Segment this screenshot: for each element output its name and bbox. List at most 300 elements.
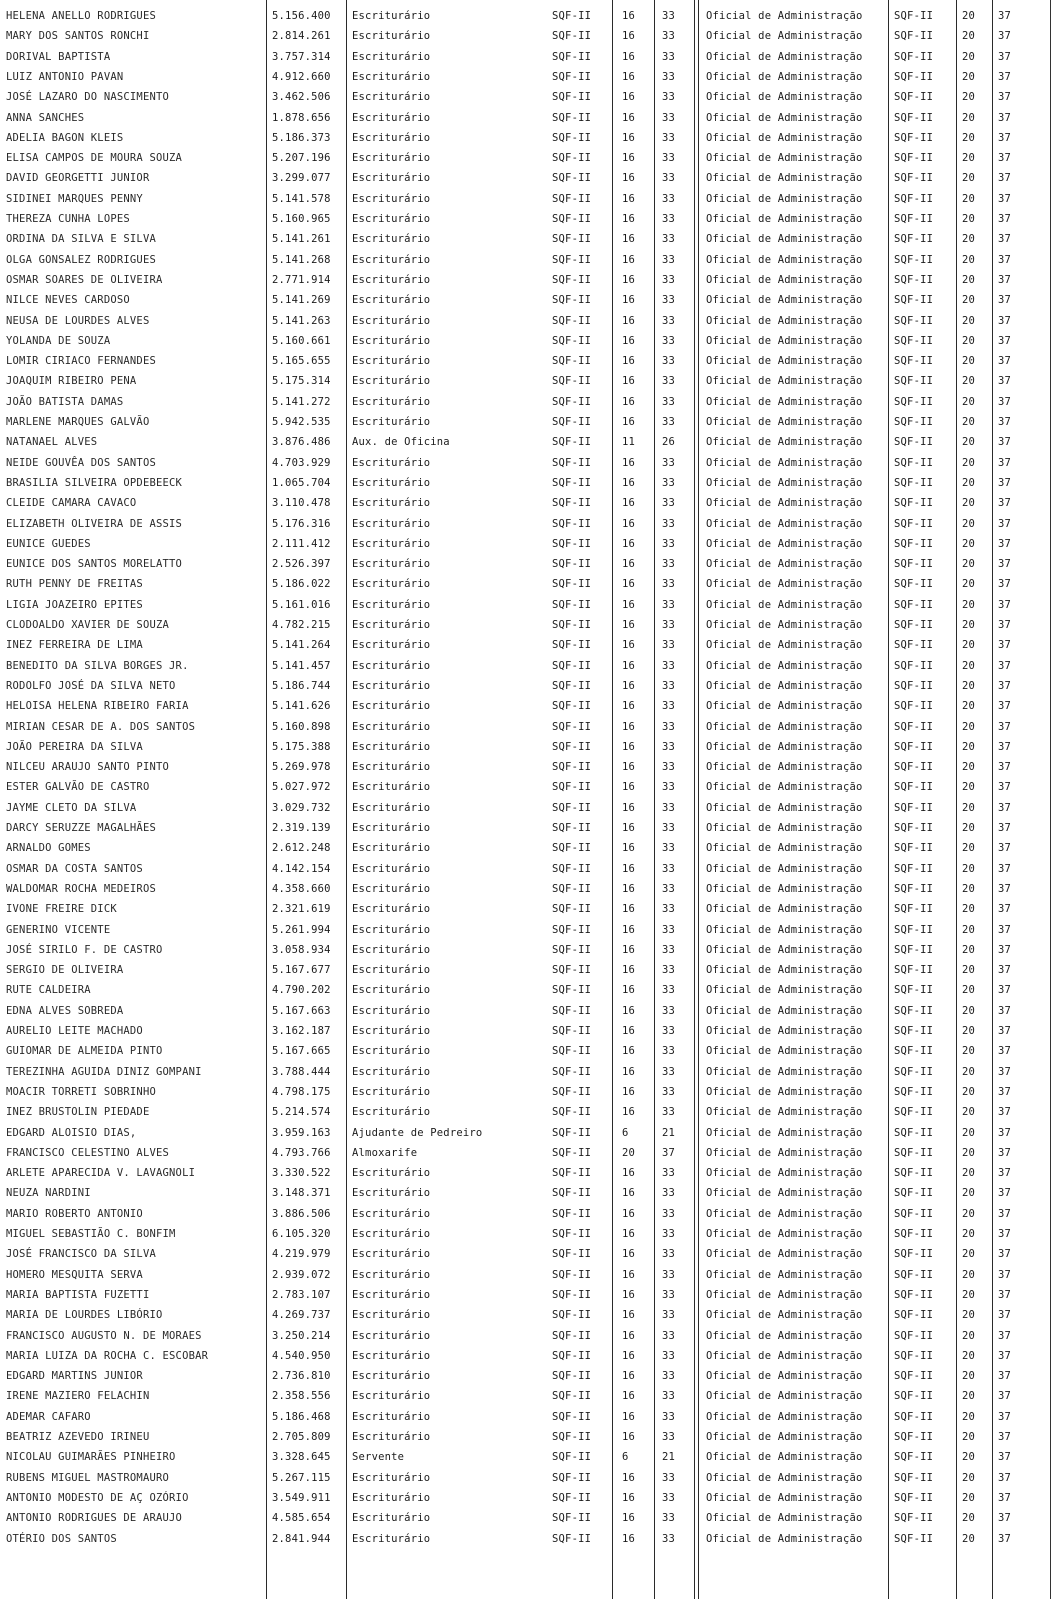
new-class: Oficial de Administração: [706, 659, 863, 672]
table-row: [0, 168, 1051, 188]
current-reference: 16: [622, 923, 636, 936]
current-position: Escriturário: [352, 1491, 431, 1504]
table-row: [0, 1143, 1051, 1163]
employee-name: ELISA CAMPOS DE MOURA SOUZA: [6, 152, 183, 165]
new-grade: 37: [998, 558, 1012, 571]
current-position: Escriturário: [352, 111, 431, 124]
new-grade: 37: [998, 253, 1012, 266]
table-row: [0, 392, 1051, 412]
current-position: Escriturário: [352, 497, 431, 510]
current-grade: 33: [662, 172, 676, 185]
registration-number: 2.771.914: [272, 273, 331, 286]
current-grade: 33: [662, 416, 676, 428]
new-quadro: SQF-II: [894, 253, 934, 266]
new-reference: 20: [962, 903, 976, 916]
new-grade: 37: [998, 578, 1012, 591]
table-row: [0, 717, 1051, 737]
current-grade: 33: [662, 152, 676, 165]
registration-number: 2.111.412: [272, 537, 331, 550]
current-grade: 33: [662, 375, 676, 388]
registration-number: 2.939.072: [272, 1268, 331, 1281]
new-reference: 20: [962, 801, 976, 814]
current-grade: 33: [662, 1248, 676, 1261]
table-row: [0, 777, 1051, 797]
new-reference: 20: [962, 416, 976, 428]
new-quadro: SQF-II: [894, 416, 934, 428]
employee-name: DORIVAL BAPTISTA: [6, 50, 111, 63]
current-position: Escriturário: [352, 1329, 431, 1342]
new-reference: 20: [962, 619, 976, 631]
table-row: [0, 574, 1051, 594]
new-reference: 20: [962, 192, 976, 205]
table-row: [0, 1163, 1051, 1183]
employee-name: EUNICE DOS SANTOS MORELATTO: [6, 558, 183, 571]
new-class: Oficial de Administração: [706, 903, 863, 916]
current-reference: 16: [622, 1512, 636, 1525]
new-quadro: SQF-II: [894, 964, 934, 977]
current-quadro: SQF-II: [552, 1288, 592, 1301]
current-quadro: SQF-II: [552, 517, 592, 530]
current-grade: 33: [662, 1329, 676, 1342]
table-row: [0, 1001, 1051, 1021]
table-row: [0, 1508, 1051, 1528]
current-reference: 16: [622, 253, 636, 266]
current-reference: 16: [622, 740, 636, 753]
new-quadro: SQF-II: [894, 1471, 934, 1484]
employee-name: INEZ FERREIRA DE LIMA: [6, 639, 143, 652]
new-grade: 37: [998, 801, 1012, 814]
current-grade: 21: [662, 1451, 676, 1464]
new-class: Oficial de Administração: [706, 50, 863, 63]
new-quadro: SQF-II: [894, 1410, 934, 1423]
new-reference: 20: [962, 1370, 976, 1383]
registration-number: 5.141.457: [272, 659, 331, 672]
current-grade: 33: [662, 213, 676, 225]
new-class: Oficial de Administração: [706, 1532, 863, 1545]
employee-name: JOSÉ SIRILO F. DE CASTRO: [6, 943, 163, 956]
new-quadro: SQF-II: [894, 1288, 934, 1301]
new-grade: 37: [998, 1431, 1012, 1443]
new-grade: 37: [998, 233, 1012, 246]
new-quadro: SQF-II: [894, 1451, 934, 1464]
table-row: [0, 148, 1051, 168]
registration-number: 4.703.929: [272, 456, 331, 469]
table-row: [0, 128, 1051, 148]
current-grade: 33: [662, 1167, 676, 1180]
registration-number: 5.160.965: [272, 213, 331, 225]
current-grade: 33: [662, 1491, 676, 1504]
new-class: Oficial de Administração: [706, 1065, 863, 1078]
current-reference: 16: [622, 192, 636, 205]
current-quadro: SQF-II: [552, 213, 592, 225]
current-quadro: SQF-II: [552, 1431, 592, 1443]
new-quadro: SQF-II: [894, 1146, 934, 1159]
new-grade: 37: [998, 111, 1012, 124]
current-reference: 16: [622, 1349, 636, 1362]
new-grade: 37: [998, 1288, 1012, 1301]
table-row: [0, 1468, 1051, 1488]
table-row: [0, 453, 1051, 473]
current-position: Escriturário: [352, 1248, 431, 1261]
new-quadro: SQF-II: [894, 1045, 934, 1058]
current-position: Escriturário: [352, 619, 431, 631]
new-grade: 37: [998, 740, 1012, 753]
new-grade: 37: [998, 1451, 1012, 1464]
new-class: Oficial de Administração: [706, 822, 863, 834]
new-grade: 37: [998, 1491, 1012, 1504]
table-row: [0, 26, 1051, 46]
current-position: Escriturário: [352, 395, 431, 408]
current-reference: 16: [622, 964, 636, 977]
table-row: [0, 290, 1051, 310]
new-grade: 37: [998, 1512, 1012, 1525]
new-reference: 20: [962, 70, 976, 83]
new-grade: 37: [998, 395, 1012, 408]
current-position: Escriturário: [352, 1532, 431, 1545]
current-position: Escriturário: [352, 1410, 431, 1423]
current-reference: 16: [622, 152, 636, 165]
new-grade: 37: [998, 213, 1012, 225]
employee-name: AURELIO LEITE MACHADO: [6, 1025, 143, 1037]
new-reference: 20: [962, 781, 976, 794]
new-reference: 20: [962, 943, 976, 956]
current-quadro: SQF-II: [552, 1268, 592, 1281]
new-grade: 37: [998, 273, 1012, 286]
registration-number: 2.526.397: [272, 558, 331, 571]
new-quadro: SQF-II: [894, 1329, 934, 1342]
employee-name: CLODOALDO XAVIER DE SOUZA: [6, 619, 170, 631]
new-quadro: SQF-II: [894, 1106, 934, 1119]
table-row: [0, 1366, 1051, 1386]
new-reference: 20: [962, 1431, 976, 1443]
current-quadro: SQF-II: [552, 964, 592, 977]
registration-number: 3.162.187: [272, 1025, 331, 1037]
new-grade: 37: [998, 456, 1012, 469]
table-row: [0, 6, 1051, 26]
employee-name: LIGIA JOAZEIRO EPITES: [6, 598, 143, 611]
current-position: Escriturário: [352, 152, 431, 165]
employee-name: NILCE NEVES CARDOSO: [6, 294, 130, 307]
new-grade: 37: [998, 720, 1012, 733]
employee-name: NICOLAU GUIMARÃES PINHEIRO: [6, 1451, 176, 1464]
current-reference: 16: [622, 1471, 636, 1484]
current-grade: 33: [662, 862, 676, 875]
new-quadro: SQF-II: [894, 903, 934, 916]
employee-name: JOSÉ LAZARO DO NASCIMENTO: [6, 91, 170, 104]
employee-name: OSMAR SOARES DE OLIVEIRA: [6, 273, 163, 286]
table-row: [0, 1082, 1051, 1102]
new-class: Oficial de Administração: [706, 720, 863, 733]
new-grade: 37: [998, 1187, 1012, 1200]
employee-name: JOÃO PEREIRA DA SILVA: [6, 740, 143, 753]
new-grade: 37: [998, 1004, 1012, 1017]
current-grade: 33: [662, 10, 676, 22]
new-grade: 37: [998, 416, 1012, 428]
current-grade: 33: [662, 517, 676, 530]
current-quadro: SQF-II: [552, 781, 592, 794]
current-grade: 33: [662, 1207, 676, 1220]
new-grade: 37: [998, 639, 1012, 652]
table-row: [0, 1326, 1051, 1346]
new-class: Oficial de Administração: [706, 1268, 863, 1281]
current-position: Escriturário: [352, 1390, 431, 1403]
employee-name: OLGA GONSALEZ RODRIGUES: [6, 253, 156, 266]
registration-number: 6.105.320: [272, 1228, 331, 1240]
new-class: Oficial de Administração: [706, 740, 863, 753]
new-reference: 20: [962, 172, 976, 185]
current-grade: 33: [662, 619, 676, 631]
new-reference: 20: [962, 761, 976, 774]
current-quadro: SQF-II: [552, 578, 592, 591]
new-reference: 20: [962, 517, 976, 530]
current-position: Escriturário: [352, 1370, 431, 1383]
registration-number: 5.176.316: [272, 517, 331, 530]
table-row: [0, 412, 1051, 432]
current-reference: 16: [622, 1410, 636, 1423]
current-position: Escriturário: [352, 679, 431, 692]
current-reference: 16: [622, 1045, 636, 1058]
new-grade: 37: [998, 91, 1012, 104]
current-grade: 33: [662, 1187, 676, 1200]
new-reference: 20: [962, 1187, 976, 1200]
current-grade: 33: [662, 1228, 676, 1240]
current-grade: 33: [662, 801, 676, 814]
new-reference: 20: [962, 558, 976, 571]
registration-number: 2.358.556: [272, 1390, 331, 1403]
new-class: Oficial de Administração: [706, 882, 863, 895]
table-row: [0, 493, 1051, 513]
new-class: Oficial de Administração: [706, 761, 863, 774]
registration-number: 4.219.979: [272, 1248, 331, 1261]
new-quadro: SQF-II: [894, 822, 934, 834]
new-grade: 37: [998, 1248, 1012, 1261]
new-grade: 37: [998, 1167, 1012, 1180]
new-quadro: SQF-II: [894, 1004, 934, 1017]
new-reference: 20: [962, 1025, 976, 1037]
new-grade: 37: [998, 842, 1012, 855]
table-row: [0, 331, 1051, 351]
new-reference: 20: [962, 1410, 976, 1423]
table-row: [0, 87, 1051, 107]
registration-number: 5.207.196: [272, 152, 331, 165]
current-position: Escriturário: [352, 700, 431, 713]
current-grade: 33: [662, 639, 676, 652]
current-reference: 16: [622, 476, 636, 489]
employee-name: EDGARD ALOISIO DIAS,: [6, 1126, 137, 1139]
current-position: Escriturário: [352, 416, 431, 428]
registration-number: 5.160.898: [272, 720, 331, 733]
current-quadro: SQF-II: [552, 903, 592, 916]
new-class: Oficial de Administração: [706, 1004, 863, 1017]
employee-name: FRANCISCO CELESTINO ALVES: [6, 1146, 170, 1159]
new-quadro: SQF-II: [894, 1126, 934, 1139]
new-class: Oficial de Administração: [706, 923, 863, 936]
registration-number: 5.161.016: [272, 598, 331, 611]
new-class: Oficial de Administração: [706, 1390, 863, 1403]
new-class: Oficial de Administração: [706, 233, 863, 246]
current-reference: 16: [622, 1248, 636, 1261]
current-quadro: SQF-II: [552, 334, 592, 347]
table-row: [0, 1062, 1051, 1082]
new-class: Oficial de Administração: [706, 1045, 863, 1058]
current-quadro: SQF-II: [552, 659, 592, 672]
current-quadro: SQF-II: [552, 456, 592, 469]
employee-name: NEUSA DE LOURDES ALVES: [6, 314, 150, 327]
employee-name: LOMIR CIRIACO FERNANDES: [6, 355, 156, 368]
employee-name: NILCEU ARAUJO SANTO PINTO: [6, 761, 170, 774]
current-reference: 16: [622, 111, 636, 124]
current-quadro: SQF-II: [552, 1471, 592, 1484]
new-quadro: SQF-II: [894, 1085, 934, 1098]
current-quadro: SQF-II: [552, 1329, 592, 1342]
table-row: [0, 1041, 1051, 1061]
new-reference: 20: [962, 984, 976, 997]
current-grade: 33: [662, 923, 676, 936]
registration-number: 5.186.022: [272, 578, 331, 591]
current-position: Escriturário: [352, 91, 431, 104]
new-class: Oficial de Administração: [706, 842, 863, 855]
registration-number: 3.549.911: [272, 1491, 331, 1504]
current-reference: 16: [622, 1167, 636, 1180]
new-quadro: SQF-II: [894, 558, 934, 571]
registration-number: 4.269.737: [272, 1309, 331, 1322]
new-quadro: SQF-II: [894, 781, 934, 794]
new-reference: 20: [962, 233, 976, 246]
new-reference: 20: [962, 497, 976, 510]
new-class: Oficial de Administração: [706, 1309, 863, 1322]
employee-name: RODOLFO JOSÉ DA SILVA NETO: [6, 679, 176, 692]
current-position: Escriturário: [352, 1309, 431, 1322]
current-quadro: SQF-II: [552, 1065, 592, 1078]
current-reference: 16: [622, 395, 636, 408]
registration-number: 5.175.388: [272, 740, 331, 753]
current-position: Escriturário: [352, 253, 431, 266]
current-grade: 33: [662, 131, 676, 144]
current-reference: 16: [622, 1106, 636, 1119]
current-grade: 21: [662, 1126, 676, 1139]
current-grade: 33: [662, 537, 676, 550]
current-grade: 33: [662, 111, 676, 124]
new-quadro: SQF-II: [894, 720, 934, 733]
current-grade: 33: [662, 50, 676, 63]
current-quadro: SQF-II: [552, 1451, 592, 1464]
registration-number: 5.186.373: [272, 131, 331, 144]
new-reference: 20: [962, 375, 976, 388]
new-class: Oficial de Administração: [706, 1288, 863, 1301]
new-grade: 37: [998, 334, 1012, 347]
table-row: [0, 229, 1051, 249]
current-grade: 33: [662, 1410, 676, 1423]
new-grade: 37: [998, 1228, 1012, 1240]
current-grade: 33: [662, 497, 676, 510]
registration-number: 5.027.972: [272, 781, 331, 794]
current-position: Escriturário: [352, 537, 431, 550]
current-position: Escriturário: [352, 131, 431, 144]
new-class: Oficial de Administração: [706, 619, 863, 631]
new-reference: 20: [962, 1532, 976, 1545]
new-reference: 20: [962, 476, 976, 489]
new-quadro: SQF-II: [894, 30, 934, 43]
new-class: Oficial de Administração: [706, 781, 863, 794]
new-quadro: SQF-II: [894, 70, 934, 83]
employee-name: THEREZA CUNHA LOPES: [6, 213, 130, 225]
current-reference: 16: [622, 537, 636, 550]
current-grade: 33: [662, 558, 676, 571]
current-reference: 16: [622, 1288, 636, 1301]
current-grade: 33: [662, 273, 676, 286]
new-class: Oficial de Administração: [706, 1106, 863, 1119]
registration-number: 3.757.314: [272, 50, 331, 63]
new-class: Oficial de Administração: [706, 1491, 863, 1504]
new-reference: 20: [962, 1288, 976, 1301]
registration-number: 3.148.371: [272, 1187, 331, 1200]
current-reference: 16: [622, 598, 636, 611]
new-grade: 37: [998, 1268, 1012, 1281]
current-quadro: SQF-II: [552, 1106, 592, 1119]
current-position: Aux. de Oficina: [352, 436, 450, 449]
table-row: [0, 798, 1051, 818]
current-grade: 37: [662, 1146, 676, 1159]
registration-number: 3.330.522: [272, 1167, 331, 1180]
current-grade: 33: [662, 882, 676, 895]
table-row: [0, 554, 1051, 574]
current-position: Escriturário: [352, 1085, 431, 1098]
table-row: [0, 108, 1051, 128]
new-class: Oficial de Administração: [706, 111, 863, 124]
new-reference: 20: [962, 639, 976, 652]
new-grade: 37: [998, 476, 1012, 489]
employee-name: INEZ BRUSTOLIN PIEDADE: [6, 1106, 150, 1119]
employee-name: GENERINO VICENTE: [6, 923, 111, 936]
new-reference: 20: [962, 964, 976, 977]
new-class: Oficial de Administração: [706, 355, 863, 368]
employee-name: TEREZINHA AGUIDA DINIZ GOMPANI: [6, 1065, 202, 1078]
new-reference: 20: [962, 923, 976, 936]
new-quadro: SQF-II: [894, 882, 934, 895]
new-quadro: SQF-II: [894, 740, 934, 753]
employee-name: IRENE MAZIERO FELACHIN: [6, 1390, 150, 1403]
new-reference: 20: [962, 1065, 976, 1078]
registration-number: 2.319.139: [272, 822, 331, 834]
new-grade: 37: [998, 50, 1012, 63]
new-reference: 20: [962, 1085, 976, 1098]
table-row: [0, 940, 1051, 960]
current-quadro: SQF-II: [552, 984, 592, 997]
new-class: Oficial de Administração: [706, 30, 863, 43]
new-grade: 37: [998, 517, 1012, 530]
employee-name: YOLANDA DE SOUZA: [6, 334, 111, 347]
new-reference: 20: [962, 822, 976, 834]
new-class: Oficial de Administração: [706, 253, 863, 266]
new-class: Oficial de Administração: [706, 1085, 863, 1098]
current-quadro: SQF-II: [552, 1126, 592, 1139]
current-position: Escriturário: [352, 273, 431, 286]
current-reference: 16: [622, 1431, 636, 1443]
new-reference: 20: [962, 1248, 976, 1261]
current-position: Escriturário: [352, 801, 431, 814]
registration-number: 4.585.654: [272, 1512, 331, 1525]
table-row: [0, 960, 1051, 980]
new-reference: 20: [962, 537, 976, 550]
current-quadro: SQF-II: [552, 598, 592, 611]
new-grade: 37: [998, 679, 1012, 692]
table-row: [0, 899, 1051, 919]
current-quadro: SQF-II: [552, 801, 592, 814]
current-position: Almoxarife: [352, 1146, 418, 1159]
current-reference: 16: [622, 1268, 636, 1281]
current-quadro: SQF-II: [552, 1248, 592, 1261]
current-reference: 16: [622, 91, 636, 104]
